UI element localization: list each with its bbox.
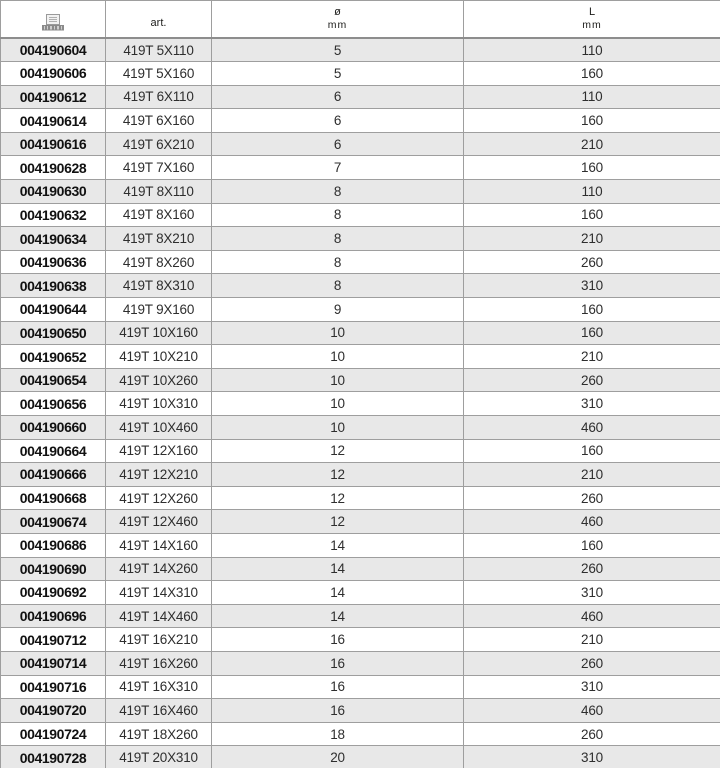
- cell-art: 419T 16X210: [106, 628, 212, 652]
- cell-art: 419T 8X260: [106, 250, 212, 274]
- cell-code: 004190604: [1, 38, 106, 62]
- cell-art: 419T 9X160: [106, 298, 212, 322]
- table-row: [1, 533, 720, 557]
- cell-art: 419T 5X160: [106, 62, 212, 86]
- cell-art: 419T 6X160: [106, 109, 212, 133]
- cell-art: 419T 12X460: [106, 510, 212, 534]
- cell-code: 004190634: [1, 227, 106, 251]
- cell-length: 160: [464, 321, 720, 345]
- cell-diameter: 14: [212, 604, 464, 628]
- cell-length: 110: [464, 85, 720, 109]
- cell-art: 419T 14X160: [106, 533, 212, 557]
- header-cell-code: [1, 1, 106, 39]
- cell-art: 419T 14X460: [106, 604, 212, 628]
- cell-length: 260: [464, 557, 720, 581]
- cell-length: 160: [464, 109, 720, 133]
- cell-code: 004190614: [1, 109, 106, 133]
- cell-diameter: 12: [212, 463, 464, 487]
- header-cell-length: [464, 1, 720, 39]
- table-row: [1, 699, 720, 723]
- cell-length: 210: [464, 345, 720, 369]
- cell-code: 004190690: [1, 557, 106, 581]
- cell-art: 419T 6X210: [106, 132, 212, 156]
- cell-art: 419T 16X310: [106, 675, 212, 699]
- cell-length: 260: [464, 250, 720, 274]
- cell-code: 004190644: [1, 298, 106, 322]
- cell-diameter: 16: [212, 675, 464, 699]
- table-row: [1, 557, 720, 581]
- cell-length: 110: [464, 180, 720, 204]
- cell-code: 004190660: [1, 416, 106, 440]
- cell-length: 460: [464, 699, 720, 723]
- cell-diameter: 7: [212, 156, 464, 180]
- cell-code: 004190674: [1, 510, 106, 534]
- table-row: [1, 675, 720, 699]
- table-row: [1, 62, 720, 86]
- cell-length: 160: [464, 62, 720, 86]
- table-row: [1, 203, 720, 227]
- cell-length: 210: [464, 628, 720, 652]
- cell-code: 004190638: [1, 274, 106, 298]
- cell-code: 004190632: [1, 203, 106, 227]
- cell-code: 004190606: [1, 62, 106, 86]
- cell-length: 260: [464, 651, 720, 675]
- table-row: [1, 746, 720, 768]
- cell-diameter: 16: [212, 628, 464, 652]
- cell-code: 004190696: [1, 604, 106, 628]
- cell-code: 004190712: [1, 628, 106, 652]
- header-cell-art: [106, 1, 212, 39]
- cell-art: 419T 12X160: [106, 439, 212, 463]
- cell-art: 419T 10X310: [106, 392, 212, 416]
- cell-length: 460: [464, 510, 720, 534]
- table-row: [1, 38, 720, 62]
- cell-art: 419T 8X110: [106, 180, 212, 204]
- cell-art: 419T 18X260: [106, 722, 212, 746]
- cell-diameter: 20: [212, 746, 464, 768]
- cell-art: 419T 20X310: [106, 746, 212, 768]
- cell-art: 419T 10X210: [106, 345, 212, 369]
- table-row: [1, 510, 720, 534]
- table-row: [1, 298, 720, 322]
- cell-diameter: 14: [212, 581, 464, 605]
- cell-diameter: 8: [212, 180, 464, 204]
- cell-code: 004190724: [1, 722, 106, 746]
- header-row: [1, 1, 720, 39]
- table-row: [1, 486, 720, 510]
- cell-diameter: 10: [212, 321, 464, 345]
- table-row: [1, 651, 720, 675]
- table-row: [1, 581, 720, 605]
- table-row: [1, 416, 720, 440]
- cell-code: 004190616: [1, 132, 106, 156]
- cell-art: 419T 6X110: [106, 85, 212, 109]
- cell-art: 419T 10X260: [106, 368, 212, 392]
- cell-length: 260: [464, 368, 720, 392]
- table-row: [1, 392, 720, 416]
- cell-art: 419T 16X260: [106, 651, 212, 675]
- cell-diameter: 18: [212, 722, 464, 746]
- cell-diameter: 8: [212, 227, 464, 251]
- cell-diameter: 14: [212, 533, 464, 557]
- cell-length: 110: [464, 38, 720, 62]
- cell-diameter: 12: [212, 510, 464, 534]
- cell-code: 004190654: [1, 368, 106, 392]
- cell-diameter: 12: [212, 439, 464, 463]
- table-row: [1, 368, 720, 392]
- cell-diameter: 10: [212, 392, 464, 416]
- cell-code: 004190636: [1, 250, 106, 274]
- cell-diameter: 6: [212, 85, 464, 109]
- table-row: [1, 180, 720, 204]
- cell-art: 419T 14X260: [106, 557, 212, 581]
- cell-length: 160: [464, 156, 720, 180]
- ean-barcode-icon: [1, 8, 105, 31]
- cell-length: 260: [464, 722, 720, 746]
- table-row: [1, 321, 720, 345]
- cell-length: 310: [464, 274, 720, 298]
- cell-diameter: 9: [212, 298, 464, 322]
- cell-length: 310: [464, 746, 720, 768]
- cell-diameter: 8: [212, 250, 464, 274]
- cell-art: 419T 8X160: [106, 203, 212, 227]
- cell-length: 210: [464, 227, 720, 251]
- cell-art: 419T 12X260: [106, 486, 212, 510]
- cell-code: 004190692: [1, 581, 106, 605]
- cell-code: 004190714: [1, 651, 106, 675]
- diameter-unit-label: mm: [327, 19, 348, 31]
- cell-diameter: 6: [212, 132, 464, 156]
- table-row: [1, 722, 720, 746]
- cell-code: 004190628: [1, 156, 106, 180]
- table-row: [1, 628, 720, 652]
- cell-art: 419T 8X210: [106, 227, 212, 251]
- length-unit-label: mm: [582, 19, 602, 31]
- cell-art: 419T 16X460: [106, 699, 212, 723]
- cell-length: 160: [464, 203, 720, 227]
- cell-code: 004190664: [1, 439, 106, 463]
- cell-diameter: 10: [212, 345, 464, 369]
- art-label: art.: [150, 17, 167, 29]
- length-symbol-label: L: [588, 6, 596, 18]
- cell-art: 419T 5X110: [106, 38, 212, 62]
- cell-length: 460: [464, 604, 720, 628]
- cell-diameter: 10: [212, 368, 464, 392]
- cell-code: 004190720: [1, 699, 106, 723]
- cell-length: 160: [464, 439, 720, 463]
- cell-length: 310: [464, 392, 720, 416]
- cell-diameter: 10: [212, 416, 464, 440]
- diameter-symbol-label: ø: [334, 6, 341, 18]
- cell-code: 004190652: [1, 345, 106, 369]
- table-row: [1, 463, 720, 487]
- cell-code: 004190650: [1, 321, 106, 345]
- table-row: [1, 156, 720, 180]
- cell-length: 310: [464, 581, 720, 605]
- cell-length: 210: [464, 463, 720, 487]
- cell-art: 419T 8X310: [106, 274, 212, 298]
- table-header: [1, 1, 720, 39]
- table-row: [1, 132, 720, 156]
- cell-length: 160: [464, 533, 720, 557]
- header-cell-diameter: [212, 1, 464, 39]
- cell-art: 419T 7X160: [106, 156, 212, 180]
- table-row: [1, 227, 720, 251]
- cell-code: 004190728: [1, 746, 106, 768]
- cell-length: 260: [464, 486, 720, 510]
- table-row: [1, 274, 720, 298]
- table-row: [1, 345, 720, 369]
- cell-code: 004190686: [1, 533, 106, 557]
- cell-diameter: 6: [212, 109, 464, 133]
- cell-diameter: 8: [212, 274, 464, 298]
- cell-code: 004190612: [1, 85, 106, 109]
- cell-diameter: 5: [212, 62, 464, 86]
- table-body: [1, 38, 720, 768]
- table-row: [1, 250, 720, 274]
- cell-art: 419T 12X210: [106, 463, 212, 487]
- cell-art: 419T 14X310: [106, 581, 212, 605]
- table-row: [1, 604, 720, 628]
- cell-diameter: 16: [212, 699, 464, 723]
- table-row: [1, 439, 720, 463]
- table-row: [1, 85, 720, 109]
- table-row: [1, 109, 720, 133]
- cell-length: 210: [464, 132, 720, 156]
- cell-code: 004190668: [1, 486, 106, 510]
- cell-code: 004190656: [1, 392, 106, 416]
- cell-diameter: 5: [212, 38, 464, 62]
- cell-art: 419T 10X460: [106, 416, 212, 440]
- cell-diameter: 14: [212, 557, 464, 581]
- cell-length: 310: [464, 675, 720, 699]
- cell-diameter: 8: [212, 203, 464, 227]
- cell-art: 419T 10X160: [106, 321, 212, 345]
- cell-code: 004190666: [1, 463, 106, 487]
- cell-code: 004190716: [1, 675, 106, 699]
- cell-diameter: 16: [212, 651, 464, 675]
- cell-diameter: 12: [212, 486, 464, 510]
- cell-code: 004190630: [1, 180, 106, 204]
- cell-length: 460: [464, 416, 720, 440]
- cell-length: 160: [464, 298, 720, 322]
